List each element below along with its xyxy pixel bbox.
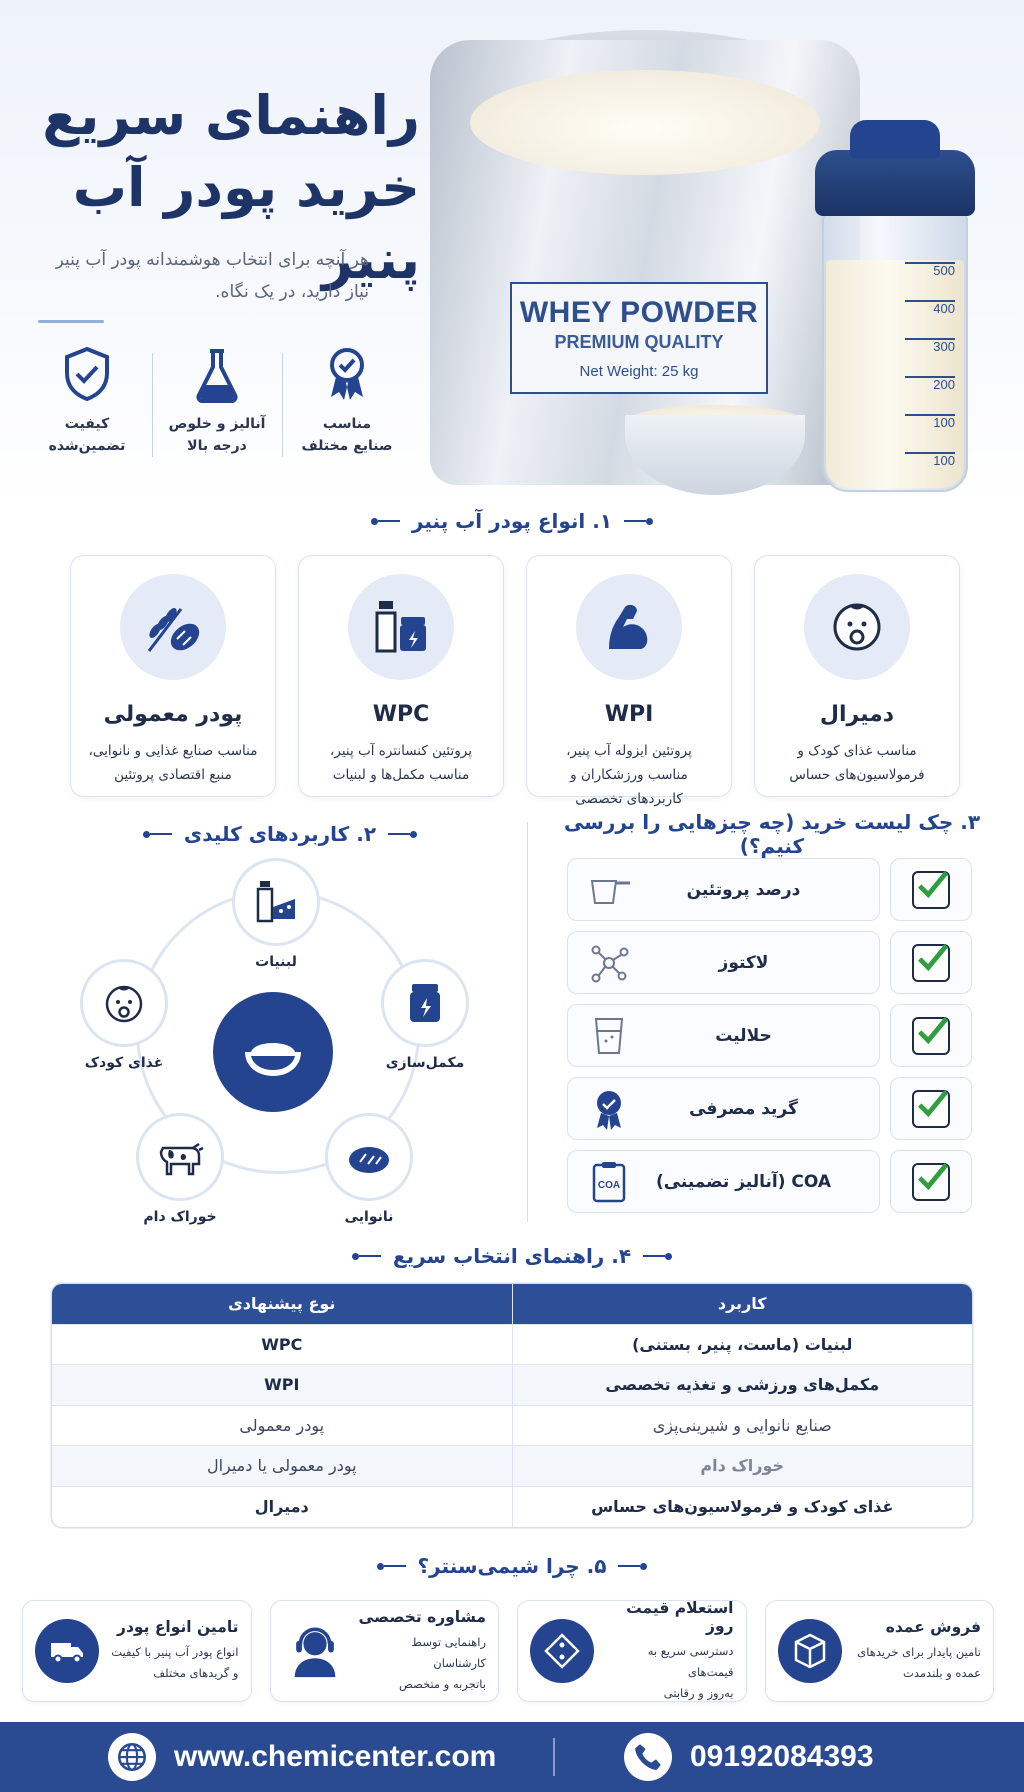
bag-powder [470,70,820,175]
price-tag-icon [542,1631,582,1671]
scale-mark: 400 [905,300,955,338]
footer-icon-wrap [108,1733,156,1781]
checkbox[interactable] [912,1090,950,1128]
why-card-icon-wrap [530,1619,594,1683]
why-card-text [604,1599,734,1704]
checklist-item [567,931,880,994]
badge-line-1: آنالیز و خلوص [168,416,266,432]
why-card-desc-line: راهنمایی توسط کارشناسان [411,1634,486,1670]
badge-quality [22,345,152,465]
scale-mark: 500 [905,262,955,300]
checklist-row [567,1077,972,1140]
phone-number[interactable]: 09192084393 [690,1740,874,1773]
type-card-desc-line: مناسب صنایع غذایی و نانوایی، [88,743,258,759]
why-card-text [109,1618,239,1684]
scale-mark: 300 [905,338,955,376]
why-card-desc-line: دسترسی سریع به قیمت‌های [647,1643,734,1679]
heading-ornament [143,831,172,838]
type-card-desc-line: مناسب غذای کودک و [797,743,917,759]
checkbox[interactable] [912,871,950,909]
checklist-label: حلالیت [715,1025,772,1046]
use-node-circle [136,1113,224,1201]
flexed-arm-icon [597,595,661,659]
table-cell-use: غذای کودک و فرمولاسیون‌های حساس [512,1486,972,1527]
bottle-and-jar-icon [369,595,433,659]
checkbox-wrap [890,1004,972,1067]
why-card-text [357,1608,487,1695]
footer-website[interactable] [108,1722,496,1792]
table-cell-type: WPI [52,1365,512,1406]
footer-separator [553,1738,555,1776]
checkmark-icon [914,867,952,905]
type-card-desc-line: پروتئین ایزوله آب پنیر، [566,743,692,759]
molecule-icon [586,940,632,986]
bag-label-title: WHEY POWDER [519,296,759,329]
use-node-baby [79,959,169,1071]
types-heading-text: ۱. انواع پودر آب پنیر [411,509,613,533]
table-header-type: نوع پیشنهادی [52,1284,512,1324]
shield-check-icon [61,345,113,403]
type-card-icon-wrap [576,574,682,680]
type-card-desc-line: فرمولاسیون‌های حساس [789,767,925,783]
type-card-title: پودر معمولی [103,702,243,727]
type-card-desc [755,739,959,787]
heading-ornament [643,1253,672,1260]
website-link[interactable]: www.chemicenter.com [174,1740,497,1773]
why-card-desc [604,1641,734,1704]
title-line-1: راهنمای سریع [42,84,420,147]
table-cell-type: پودر معمولی [52,1405,512,1446]
badge-line-1: مناسب [322,416,372,432]
heading-ornament [388,831,417,838]
why-card-title: تامین انواع پودر [117,1618,239,1636]
why-card-icon-wrap [778,1619,842,1683]
table-cell-type: پودر معمولی یا دمیرال [52,1446,512,1487]
baby-face-icon [99,978,149,1028]
type-card-title: WPC [372,702,430,727]
type-card-icon-wrap [120,574,226,680]
scale-mark: 100 [905,414,955,452]
checkmark-icon [914,940,952,978]
type-card-desc-line: کاربردهای تخصصی [575,791,683,807]
why-card-desc-line: باتجربه و متخصص [398,1676,486,1691]
type-card-desc [299,739,503,787]
types-cards [66,555,960,807]
heading-ornament [377,1563,406,1570]
type-card-demiral [754,555,960,797]
subtitle-line-1: هر آنچه برای انتخاب هوشمندانه پودر آب پنیر [55,250,369,270]
powder-bowl-icon [233,1012,313,1092]
footer-phone[interactable] [624,1722,874,1792]
globe-icon [115,1740,149,1774]
use-node-label: لبنیات [255,954,297,970]
hero-badges [22,345,412,465]
table-row [52,1405,972,1446]
supplement-jar-icon [400,978,450,1028]
why-card-price [517,1600,747,1702]
table-cell-use: خوراک دام [512,1446,972,1487]
checklist-item [567,1150,880,1213]
delivery-truck-icon [47,1631,87,1671]
bag-label [510,282,768,394]
table-row [52,1446,972,1487]
checklist-row [567,858,972,921]
guide-heading-text: ۴. راهنمای انتخاب سریع [392,1244,632,1268]
checklist-label: درصد پروتئین [686,879,801,900]
use-node-circle [232,858,320,946]
why-card-title: مشاوره تخصصی [358,1607,486,1626]
why-cards [22,1600,994,1702]
footer-icon-wrap [624,1733,672,1781]
cow-icon [155,1132,205,1182]
why-card-desc [852,1642,982,1684]
type-card-desc-line: مناسب ورزشکاران و [570,767,688,783]
checklist-row [567,1150,972,1213]
footer-bar [0,1722,1024,1792]
types-heading [312,505,712,537]
checkbox-wrap [890,1077,972,1140]
use-node-circle [325,1113,413,1201]
use-node-dairy [231,858,321,970]
checkbox-wrap [890,858,972,921]
checkmark-icon [914,1086,952,1124]
heading-ornament [352,1253,381,1260]
why-card-desc-line: عمده و بلندمدت [903,1666,981,1680]
measuring-scoop-icon [586,867,632,913]
type-card-desc-line: پروتئین کنسانتره آب پنیر، [330,743,472,759]
type-card-desc [527,739,731,811]
uses-wheel [78,860,478,1230]
table-cell-type: WPC [52,1324,512,1365]
guide-heading [312,1240,712,1272]
table-cell-use: صنایع نانوایی و شیرینی‌پزی [512,1405,972,1446]
use-node-circle [381,959,469,1047]
checklist-label: لاکتوز [718,952,769,973]
uses-heading [130,818,430,850]
why-heading [312,1550,712,1582]
subtitle-line-2: نیاز دارید، در یک نگاه. [215,282,369,302]
hero-subtitle [39,244,369,308]
why-card-text [852,1618,982,1684]
why-card-consulting [270,1600,500,1702]
use-node-label: نانوایی [344,1209,394,1225]
type-card-wpi [526,555,732,807]
why-card-desc-line: تامین پایدار برای خریدهای [857,1645,981,1659]
type-card-icon-wrap [804,574,910,680]
badge-line-2: صنایع مختلف [301,438,393,454]
why-card-desc-line: و گریدهای مختلف [153,1666,239,1680]
use-node-label: خوراک دام [143,1209,217,1225]
phone-icon [632,1741,664,1773]
checkbox[interactable] [912,1163,950,1201]
checkbox[interactable] [912,1017,950,1055]
table-header-row [52,1284,972,1324]
type-card-wpc [298,555,504,797]
table-cell-use: مکمل‌های ورزشی و تغذیه تخصصی [512,1365,972,1406]
checkmark-icon [914,1159,952,1197]
why-card-title: فروش عمده [885,1618,981,1636]
type-card-regular [70,555,276,797]
title-line-2: خرید پودر آب پنیر [72,156,420,291]
shaker-scale [905,262,955,490]
lab-flask-icon [191,345,243,403]
badge-industries [282,345,412,465]
shaker-lid [815,150,975,216]
use-node-circle [80,959,168,1047]
purchase-checklist [567,858,972,1223]
type-card-desc [71,739,275,787]
scale-mark: 100 [905,452,955,490]
use-node-label: غذای کودک [84,1055,164,1071]
type-card-title: WPI [604,702,654,727]
heading-ornament [618,1563,647,1570]
why-card-desc-line: انواع پودر آب پنیر با کیفیت [111,1645,239,1659]
hero-section [0,0,1024,505]
badge-line-2: درجه بالا [187,438,247,454]
badge-line-1: کیفیت [64,416,110,432]
box-icon [790,1631,830,1671]
checklist-heading-text: ۳. چک لیست خرید (چه چیزهایی را بررسی کنیم؟) [563,810,981,858]
shaker-cap [850,120,940,158]
certificate-badge-icon [321,345,373,403]
checklist-row [567,931,972,994]
why-card-desc-line: به‌روز و رقابتی [663,1685,734,1700]
table-cell-use: لبنیات (ماست، پنیر، بستنی) [512,1324,972,1365]
why-card-icon-wrap [35,1619,99,1683]
why-card-desc [109,1642,239,1684]
section-divider [527,822,528,1222]
checklist-item [567,1004,880,1067]
heading-ornament [624,518,653,525]
checklist-heading [552,810,992,858]
checkbox[interactable] [912,944,950,982]
dairy-products-icon [251,877,301,927]
table-header-use: کاربرد [512,1284,972,1324]
why-card-icon-wrap [283,1619,347,1683]
table-cell-type: دمیرال [52,1486,512,1527]
checklist-item [567,858,880,921]
water-glass-icon [586,1013,632,1059]
why-card-desc [357,1632,487,1695]
use-node-label: مکمل‌سازی [385,1055,465,1071]
checklist-label: گرید مصرفی [689,1098,798,1119]
bread-icon [344,1132,394,1182]
uses-heading-text: ۲. کاربردهای کلیدی [183,822,377,846]
award-ribbon-icon [586,1086,632,1132]
baby-icon [825,595,889,659]
type-card-desc-line: منبع اقتصادی پروتئین [114,767,232,783]
checklist-label: COA (آنالیز تضمینی) [655,1171,832,1192]
selection-guide-table [52,1284,972,1527]
why-heading-text: ۵. چرا شیمی‌سنتر؟ [417,1554,607,1578]
checkbox-wrap [890,931,972,994]
type-card-icon-wrap [348,574,454,680]
checkmark-icon [914,1013,952,1051]
svg-text:COA: COA [597,1179,621,1191]
wheat-and-bread-icon [141,595,205,659]
type-card-desc-line: مناسب مکمل‌ها و لبنیات [332,767,470,783]
use-node-bakery [324,1113,414,1225]
badge-line-2: تضمین‌شده [48,438,126,454]
use-node-supplement [380,959,470,1071]
table-row [52,1365,972,1406]
checkbox-wrap [890,1150,972,1213]
badge-purity [152,345,282,465]
heading-ornament [371,518,400,525]
table-row [52,1324,972,1365]
wheel-hub [213,992,333,1112]
bag-label-quality: PREMIUM QUALITY [554,332,724,352]
why-card-supply [22,1600,252,1702]
type-card-title: دمیرال [819,702,895,727]
checklist-item [567,1077,880,1140]
scale-mark: 200 [905,376,955,414]
use-node-feed [135,1113,225,1225]
hero-divider [38,320,104,323]
checklist-row [567,1004,972,1067]
why-card-title: استعلام قیمت روز [626,1598,734,1635]
table-row [52,1486,972,1527]
bag-label-weight: Net Weight: 25 kg [579,363,699,380]
coa-document-icon [586,1159,632,1205]
why-card-wholesale [765,1600,995,1702]
headset-consultant-icon [286,1622,344,1680]
